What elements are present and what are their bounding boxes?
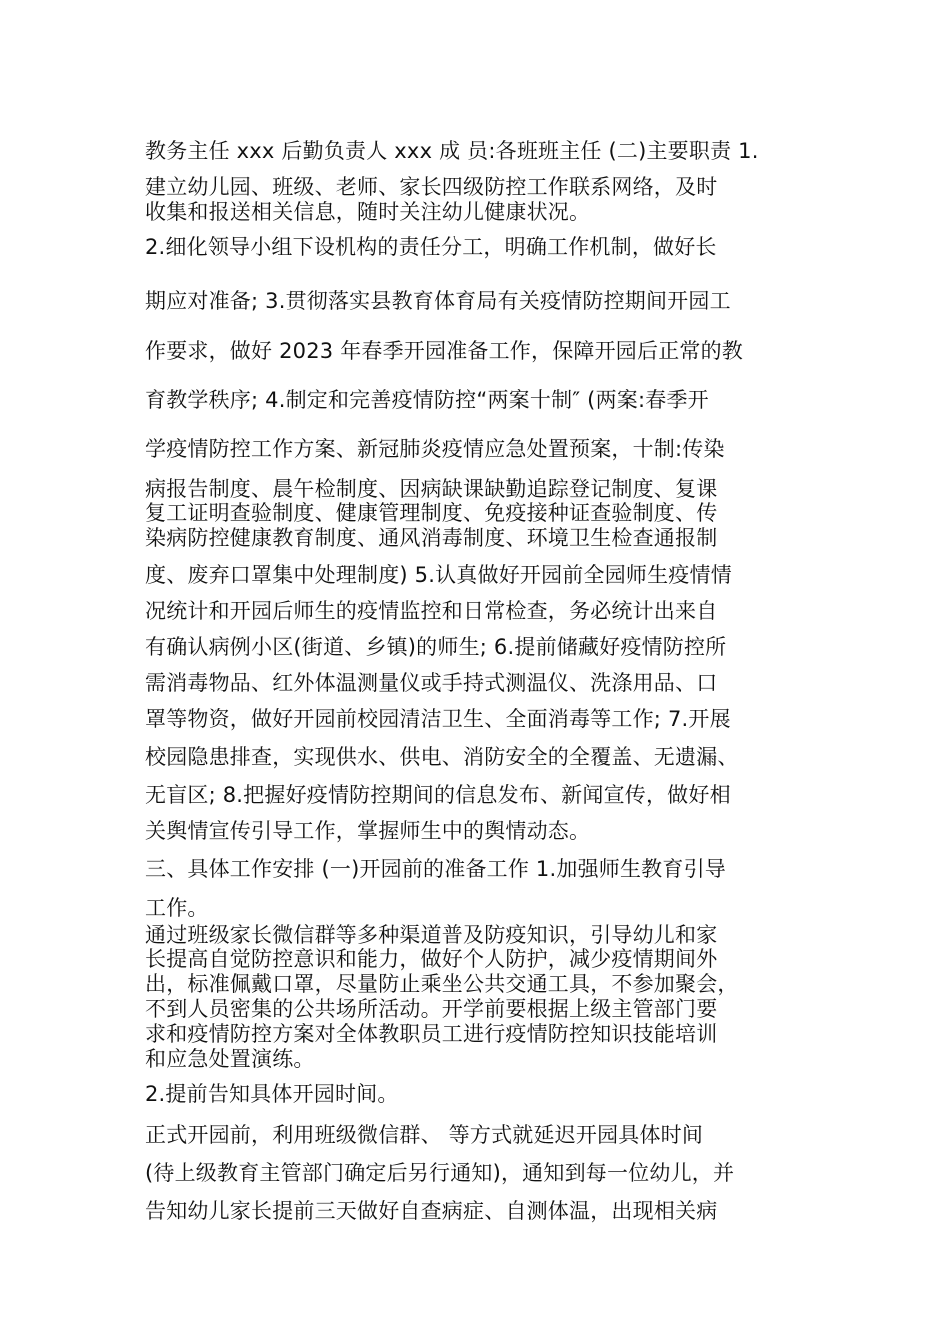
text-line: 病报告制度、晨午检制度、因病缺课缺勤追踪登记制度、复课 (145, 477, 718, 501)
text-line: 关舆情宣传引导工作，掌握师生中的舆情动态。 (145, 819, 591, 843)
text-line: 出，标准佩戴口罩，尽量防止乘坐公共交通工具，不参加聚会， (145, 972, 739, 996)
text-line: 无盲区; 8.把握好疫情防控期间的信息发布、新闻宣传，做好相 (145, 783, 731, 807)
text-line: 作要求，做好 2023 年春季开园准备工作，保障开园后正常的教 (145, 339, 743, 363)
text-line: 罩等物资，做好开园前校园清洁卫生、全面消毒等工作; 7.开展 (145, 707, 731, 731)
text-line: 学疫情防控工作方案、新冠肺炎疫情应急处置预案，十制:传染 (145, 437, 725, 461)
text-line: 通过班级家长微信群等多种渠道普及防疫知识，引导幼儿和家 (145, 923, 718, 947)
text-line: 工作。 (145, 896, 209, 920)
text-line: (待上级教育主管部门确定后另行通知)，通知到每一位幼儿，并 (145, 1161, 735, 1185)
text-line: 长提高自觉防控意识和能力，做好个人防护，减少疫情期间外 (145, 947, 718, 971)
text-line: 告知幼儿家长提前三天做好自查病症、自测体温，出现相关病 (145, 1199, 718, 1223)
text-line: 校园隐患排查，实现供水、供电、消防安全的全覆盖、无遗漏、 (145, 745, 739, 769)
text-line: 度、废弃口罩集中处理制度) 5.认真做好开园前全园师生疫情情 (145, 563, 732, 587)
text-line: 正式开园前，利用班级微信群、 等方式就延迟开园具体时间 (145, 1123, 704, 1147)
text-line: 2.提前告知具体开园时间。 (145, 1082, 399, 1106)
text-line: 建立幼儿园、班级、老师、家长四级防控工作联系网络，及时 (145, 175, 718, 199)
text-line: 需消毒物品、红外体温测量仪或手持式测温仪、洗涤用品、口 (145, 671, 718, 695)
text-line: 和应急处置演练。 (145, 1047, 315, 1071)
text-line: 染病防控健康教育制度、通风消毒制度、环境卫生检查通报制 (145, 526, 718, 550)
text-line: 收集和报送相关信息，随时关注幼儿健康状况。 (145, 200, 591, 224)
text-line: 2.细化领导小组下设机构的责任分工，明确工作机制，做好长 (145, 235, 717, 259)
text-line: 育教学秩序; 4.制定和完善疫情防控“两案十制″ (两案:春季开 (145, 388, 709, 412)
text-line: 复工证明查验制度、健康管理制度、免疫接种证查验制度、传 (145, 501, 718, 525)
text-line: 期应对准备; 3.贯彻落实县教育体育局有关疫情防控期间开园工 (145, 289, 731, 313)
text-line: 求和疫情防控方案对全体教职员工进行疫情防控知识技能培训 (145, 1022, 718, 1046)
text-line: 教务主任 xxx 后勤负责人 xxx 成 员:各班班主任 (二)主要职责 1. (145, 139, 759, 163)
text-line: 有确认病例小区(街道、乡镇)的师生; 6.提前储藏好疫情防控所 (145, 635, 727, 659)
text-line: 不到人员密集的公共场所活动。开学前要根据上级主管部门要 (145, 997, 718, 1021)
text-line: 三、具体工作安排 (一)开园前的准备工作 1.加强师生教育引导 (145, 857, 726, 881)
text-line: 况统计和开园后师生的疫情监控和日常检查，务必统计出来自 (145, 599, 718, 623)
